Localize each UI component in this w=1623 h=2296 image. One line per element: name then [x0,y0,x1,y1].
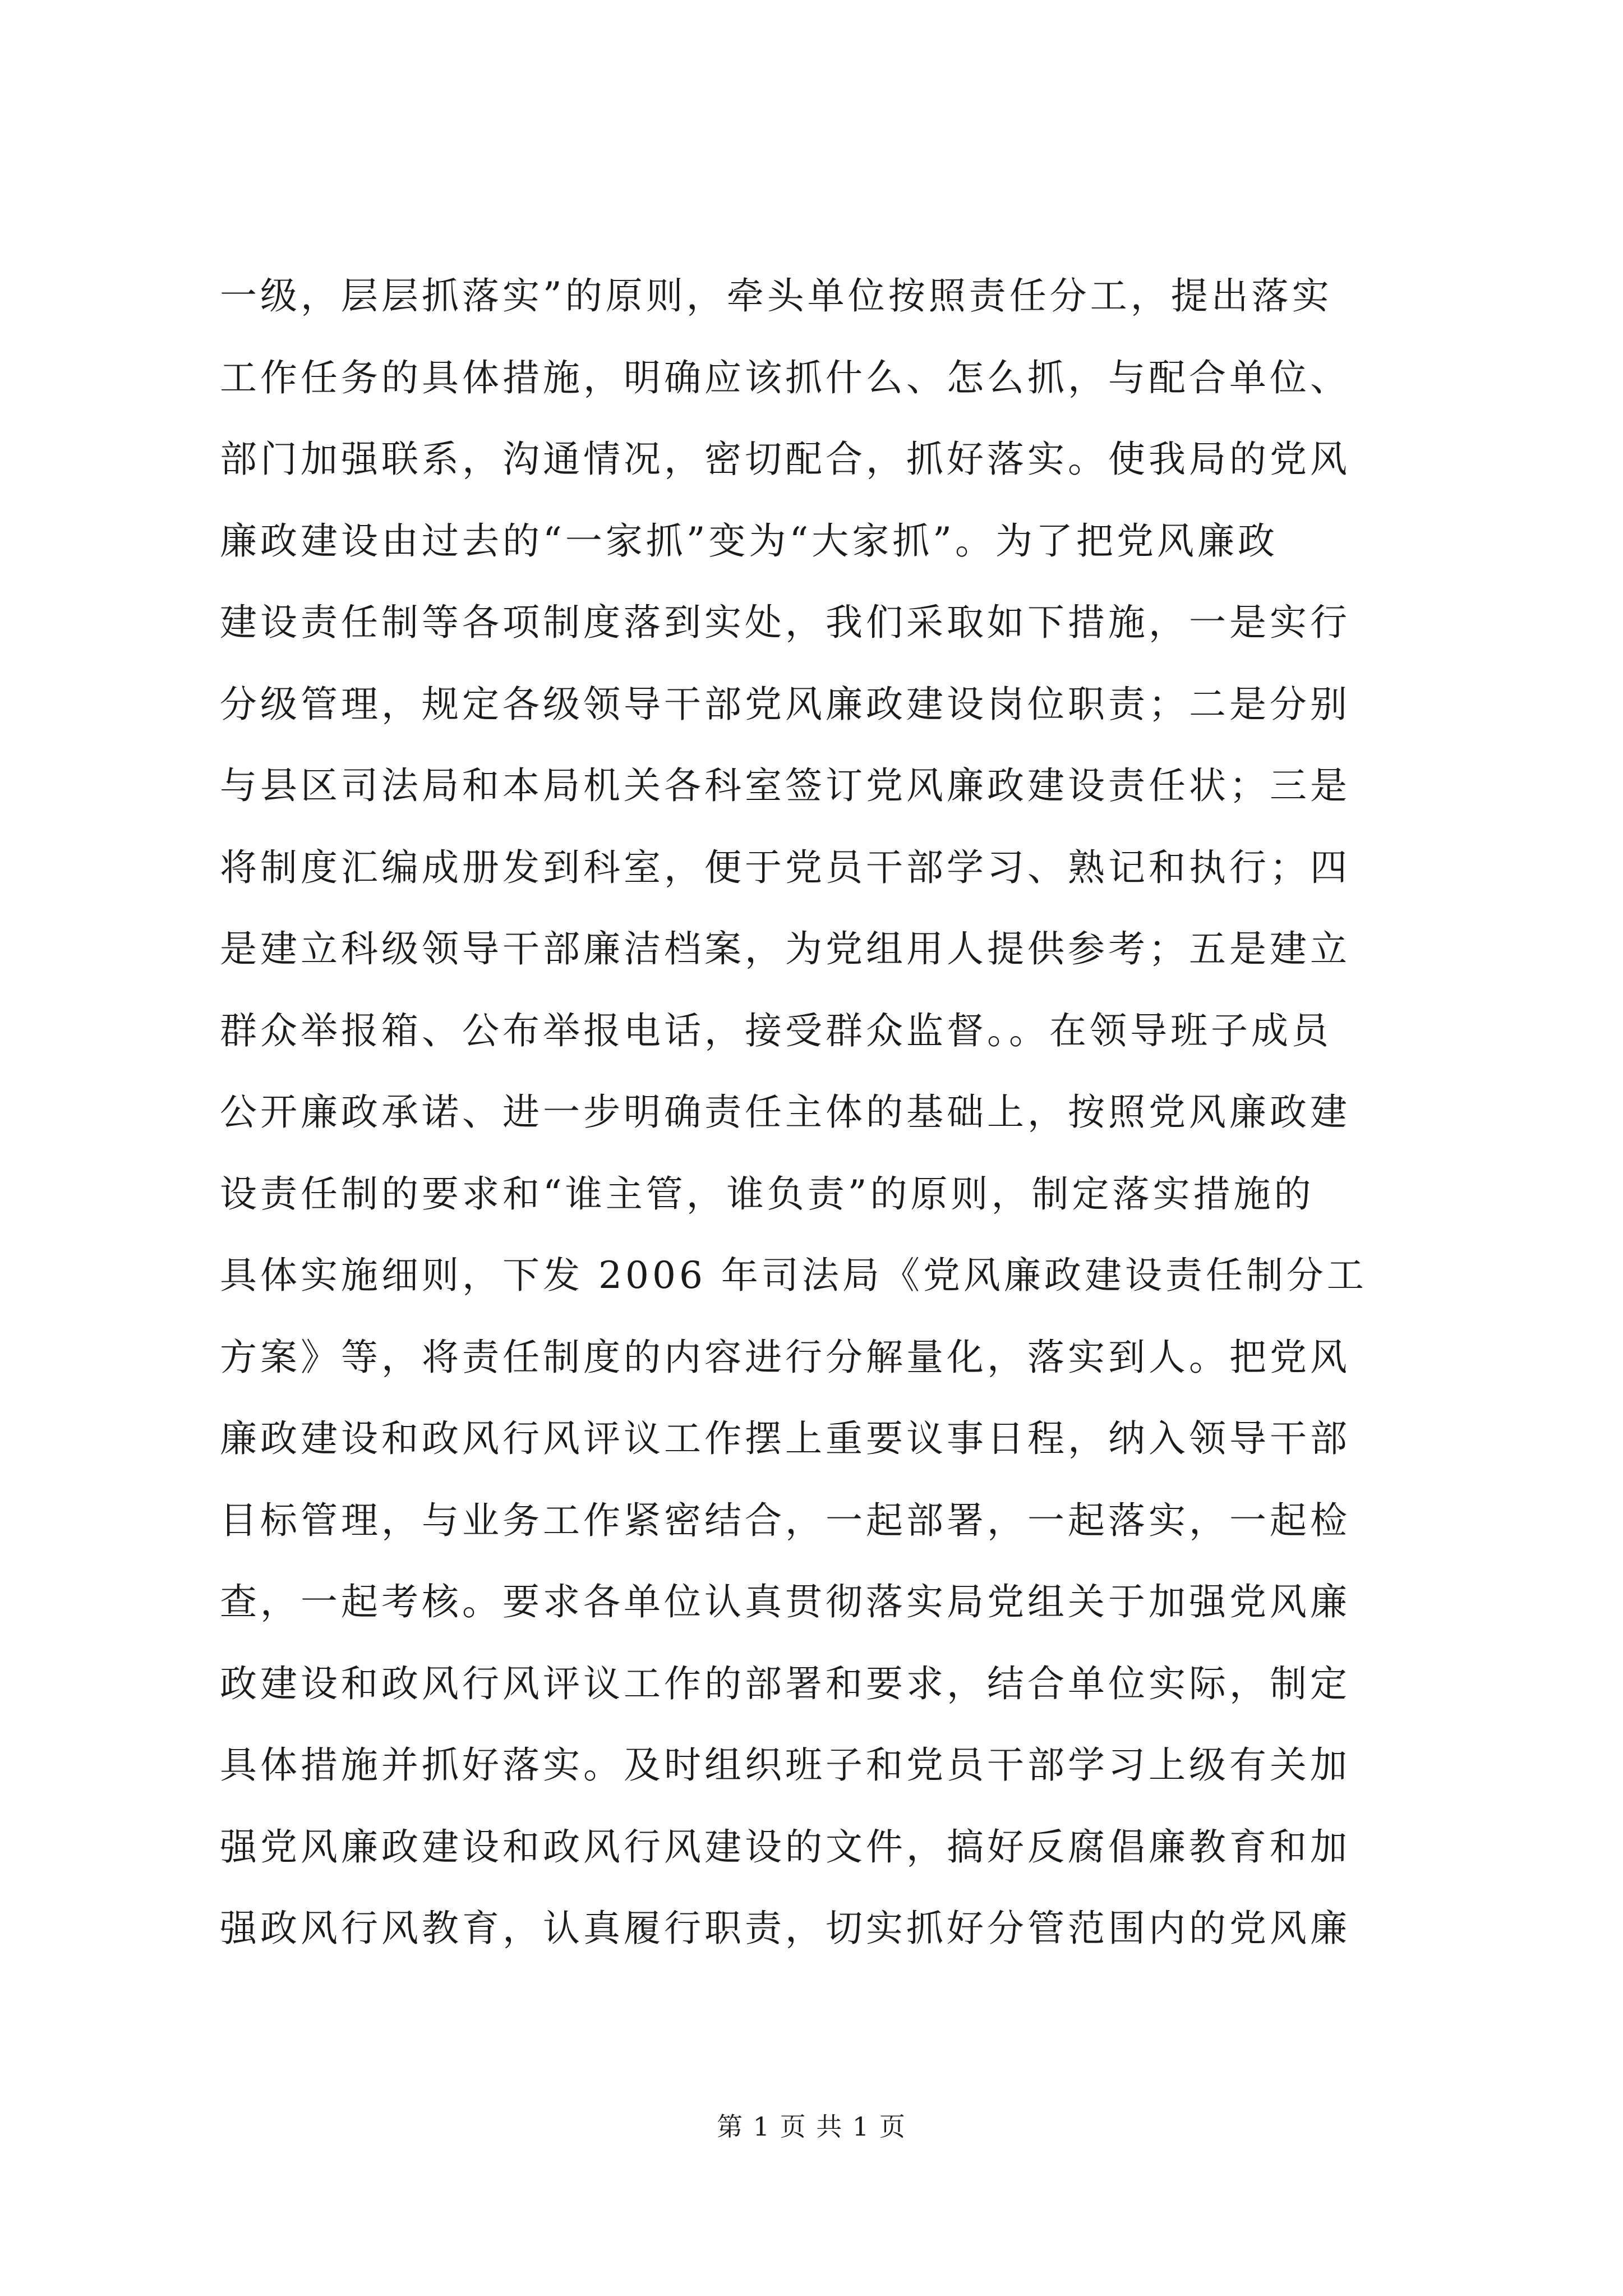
text-line: 强政风行风教育，认真履行职责，切实抓好分管范围内的党风廉 [220,1907,1350,1950]
text-line: 设责任制的要求和“谁主管，谁负责”的原则，制定落实措施的 [220,1172,1315,1216]
text-line: 工作任务的具体措施，明确应该抓什么、怎么抓，与配合单位、 [220,356,1350,399]
text-line: 强党风廉政建设和政风行风建设的文件，搞好反腐倡廉教育和加 [220,1825,1350,1869]
text-line: 将制度汇编成册发到科室，便于党员干部学习、熟记和执行；四 [220,845,1350,889]
text-line: 部门加强联系，沟通情况，密切配合，抓好落实。使我局的党风 [220,438,1350,481]
text-line: 具体措施并抓好落实。及时组织班子和党员干部学习上级有关加 [220,1743,1350,1787]
text-line: 廉政建设由过去的“一家抓”变为“大家抓”。为了把党风廉政 [220,519,1278,563]
text-line: 是建立科级领导干部廉洁档案，为党组用人提供参考；五是建立 [220,927,1350,970]
text-line: 公开廉政承诺、进一步明确责任主体的基础上，按照党风廉政建 [220,1091,1350,1134]
text-line: 群众举报箱、公布举报电话，接受群众监督。。在领导班子成员 [220,1009,1332,1052]
text-line: 具体实施细则，下发 2006 年司法局《党风廉政建设责任制分工 [220,1254,1367,1297]
text-line: 分级管理，规定各级领导干部党风廉政建设岗位职责；二是分别 [220,682,1350,726]
text-line: 方案》等，将责任制度的内容进行分解量化，落实到人。把党风 [220,1335,1350,1379]
text-line: 与县区司法局和本局机关各科室签订党风廉政建设责任状；三是 [220,764,1350,807]
body-text [220,255,1426,1970]
page-number-footer: 第 1 页 共 1 页 [717,2111,906,2142]
text-line: 建设责任制等各项制度落到实处，我们采取如下措施，一是实行 [220,601,1350,644]
text-line: 廉政建设和政风行风评议工作摆上重要议事日程，纳入领导干部 [220,1417,1350,1460]
text-line: 政建设和政风行风评议工作的部署和要求，结合单位实际，制定 [220,1662,1350,1705]
text-line: 目标管理，与业务工作紧密结合，一起部署，一起落实，一起检 [220,1498,1350,1542]
text-line: 一级，层层抓落实”的原则，牵头单位按照责任分工，提出落实 [220,274,1332,318]
text-line: 查，一起考核。要求各单位认真贯彻落实局党组关于加强党风廉 [220,1580,1350,1623]
